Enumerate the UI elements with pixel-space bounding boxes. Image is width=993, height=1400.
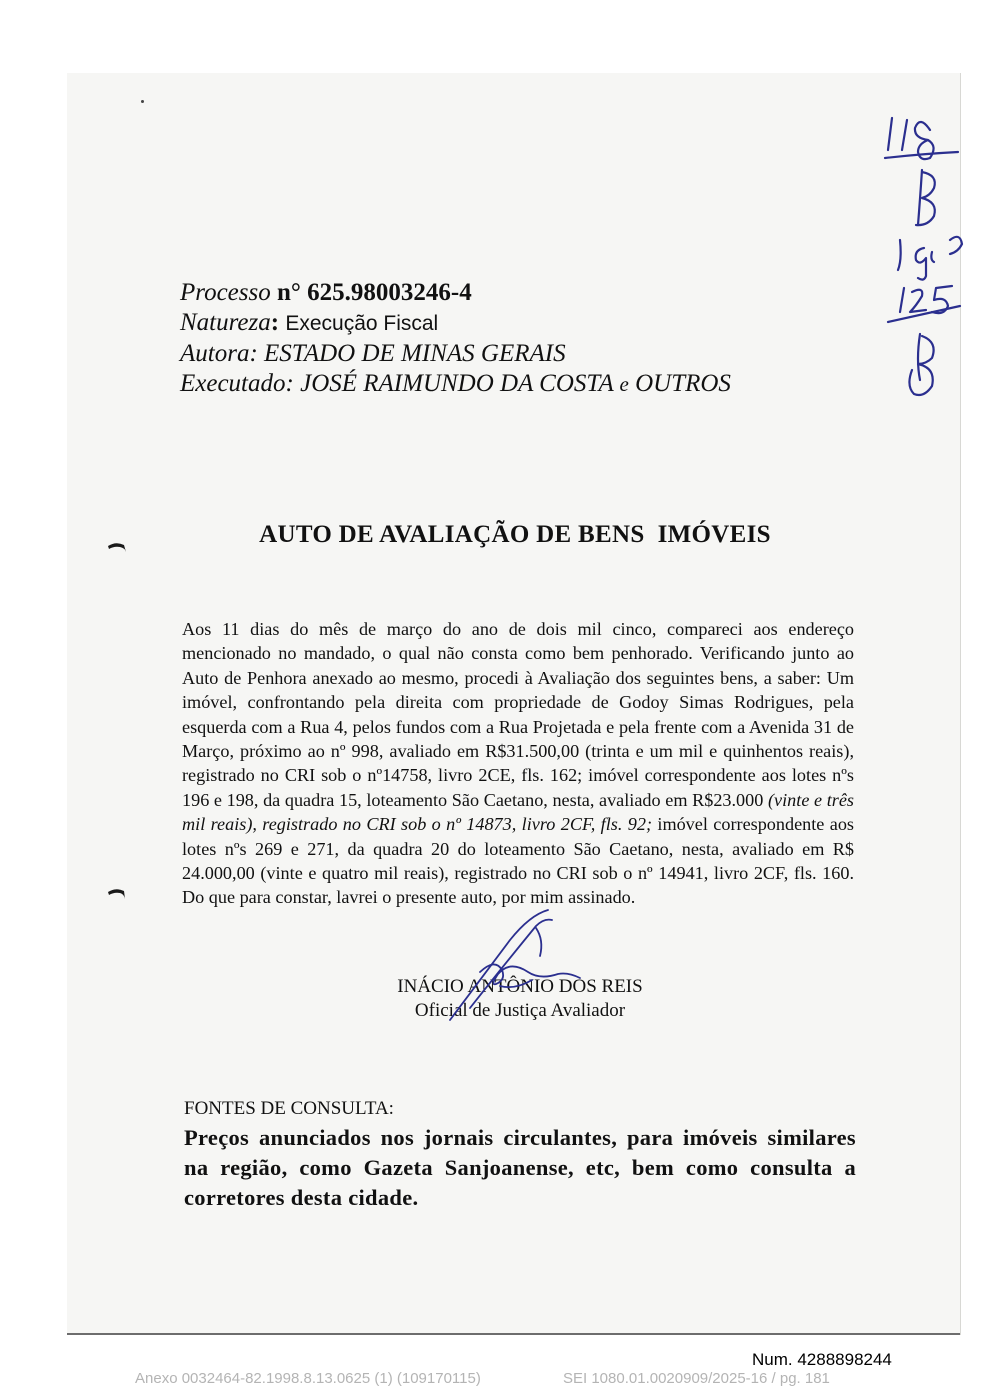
executado-suffix: OUTROS	[635, 370, 731, 397]
autora-label: Autora:	[180, 340, 258, 367]
sei-reference: SEI 1080.01.0020909/2025-16 / pg. 181	[563, 1370, 830, 1387]
natureza-label: Natureza	[180, 309, 271, 336]
executado-value: JOSÉ RAIMUNDO DA COSTA	[300, 370, 614, 397]
processo-number: n° 625.98003246-4	[276, 279, 472, 306]
document-title: AUTO DE AVALIAÇÃO DE BENS IMÓVEIS	[259, 521, 771, 548]
processo-label: Processo	[180, 279, 271, 306]
natureza-value: Execução Fiscal	[285, 312, 439, 335]
executado-and: e	[619, 372, 629, 396]
body-part-3: imóvel correspondente aos lotes nºs 269 e 271, da quadra 20 do loteamento São Caetano, nesta, avaliado em R$ 24.000,00 (vinte e quatro mil reais), registrado no CRI sob o nº 14941, livro 2CF, fls. 160. Do que para constar, lavrei o presente auto, por mim assinado.	[182, 814, 855, 908]
handwritten-signature	[440, 900, 590, 1030]
evaluation-body	[182, 617, 854, 910]
scan-speck	[141, 100, 144, 103]
body-part-2-italic: (vinte e três mil reais), registrado no CRI sob o nº 14873, livro 2CF, fls. 92;	[182, 789, 855, 835]
document-number: Num. 4288898244	[752, 1350, 892, 1369]
punch-hole-mark-upper	[106, 540, 128, 556]
natureza-colon: :	[270, 309, 280, 336]
annex-reference: Anexo 0032464-82.1998.8.13.0625 (1) (109170115)	[135, 1370, 481, 1387]
executado-label: Executado:	[180, 370, 294, 397]
page-bottom-edge	[67, 1333, 960, 1335]
signatory-role: Oficial de Justiça Avaliador	[414, 1000, 626, 1021]
body-part-1: Aos 11 dias do mês de março do ano de dois mil cinco, compareci aos endereço mencionado no mandado, o qual não consta como bem penhorado. Verificando junto ao Auto de Penhora anexado ao mesmo, procedi à Avaliação dos seguintes bens, a saber: Um imóvel, confrontando pela direita com propriedade de Godoy Simas Rodrigues, pela esquerda com a Rua 4, pelos fundos com a Rua Projetada e pela frente com a Avenida 31 de Março, próximo ao nº 998, avaliado em R$31.500,00 (trinta e um mil e quinhentos reais), registrado no CRI sob o nº14758, livro 2CE, fls. 162; imóvel correspondente aos lotes nºs 196 e 198, da quadra 15, loteamento São Caetano, nesta, avaliado em R$23.000	[182, 619, 854, 810]
case-header	[180, 278, 820, 399]
processo-line	[180, 278, 820, 308]
autora-value: ESTADO DE MINAS GERAIS	[264, 340, 566, 367]
fontes-label: FONTES DE CONSULTA:	[184, 1098, 394, 1119]
autora-line	[180, 339, 820, 369]
signatory-name: INÁCIO ANTÔNIO DOS REIS	[397, 976, 643, 997]
executado-line	[180, 369, 820, 399]
natureza-line	[180, 308, 820, 339]
handwritten-margin-notes	[880, 110, 980, 420]
fontes-text: Preços anunciados nos jornais circulantes, para imóveis similares na região, como Gazeta Sanjoanense, etc, bem como consulta a corretores desta cidade.	[184, 1125, 856, 1210]
punch-hole-mark-lower	[106, 886, 128, 902]
